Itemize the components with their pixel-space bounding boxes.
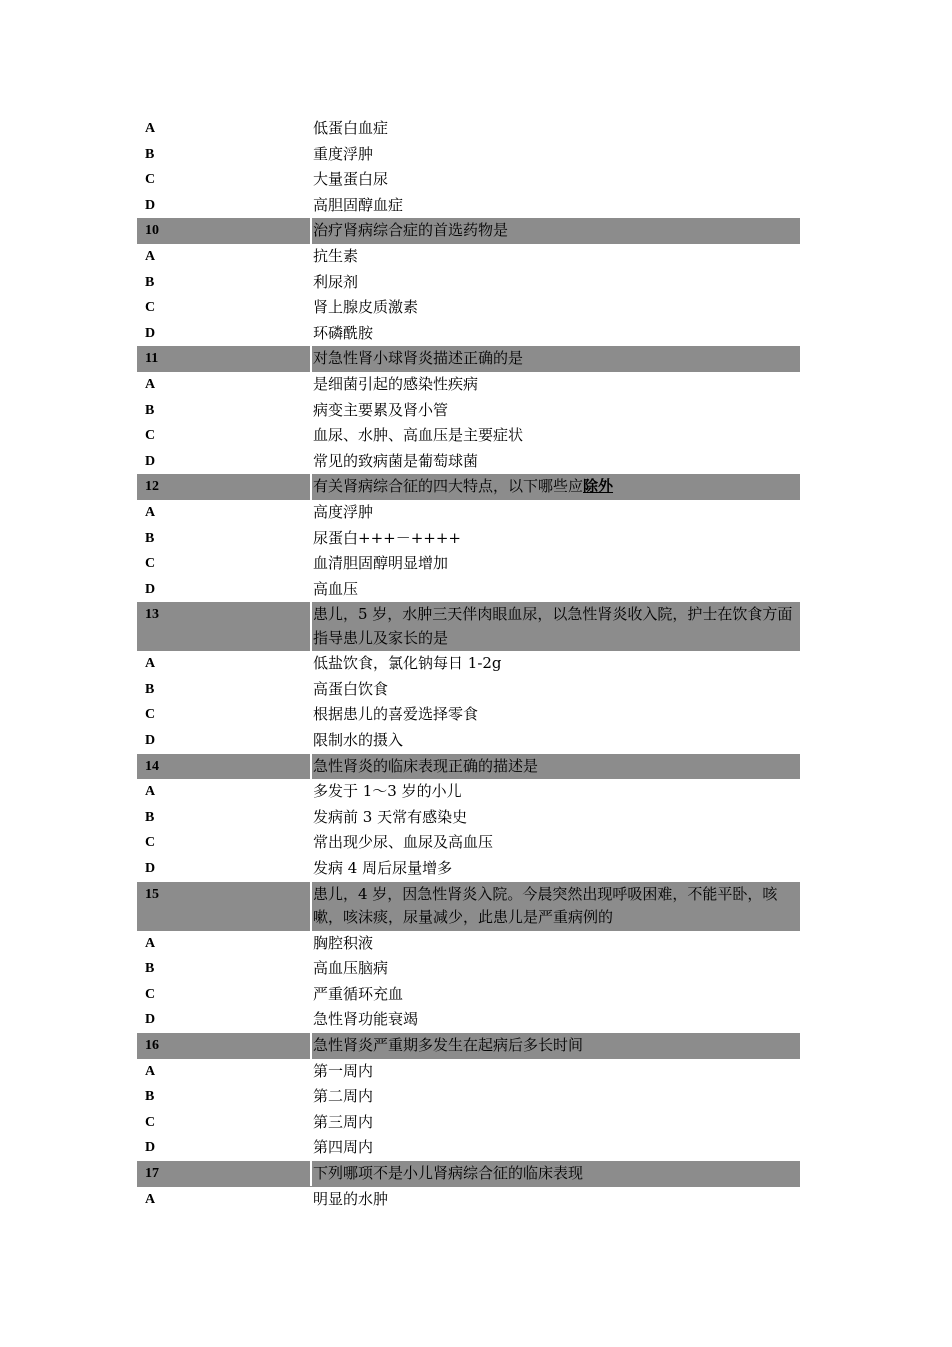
option-row <box>137 956 800 982</box>
option-row <box>137 931 800 957</box>
question-row <box>137 882 800 931</box>
option-label: A <box>145 656 156 672</box>
option-row <box>137 982 800 1008</box>
option-label: A <box>145 504 156 520</box>
option-label: D <box>145 733 156 749</box>
option-label: C <box>145 172 156 188</box>
question-text: 下列哪项不是小儿肾病综合征的临床表现 <box>310 1161 800 1187</box>
question-number: 14 <box>145 758 159 774</box>
option-row <box>137 500 800 526</box>
question-emphasis: 除外 <box>583 477 614 496</box>
option-label: B <box>145 274 155 290</box>
question-text: 急性肾炎的临床表现正确的描述是 <box>310 754 800 780</box>
option-label: C <box>145 986 156 1002</box>
option-row <box>137 1007 800 1033</box>
option-text: 高血压脑病 <box>313 959 389 978</box>
option-label: D <box>145 453 156 469</box>
option-label: A <box>145 784 156 800</box>
option-row <box>137 116 800 142</box>
option-text: 发病 4 周后尿量增多 <box>313 859 453 878</box>
option-text: 高蛋白饮食 <box>313 679 389 698</box>
option-text: 高度浮肿 <box>313 502 374 521</box>
option-text: 发病前 3 天常有感染史 <box>313 807 468 826</box>
question-number: 10 <box>145 223 159 239</box>
option-text: 低盐饮食，氯化钠每日 1-2g <box>313 654 502 673</box>
option-label: B <box>145 530 155 546</box>
option-row <box>137 449 800 475</box>
option-label: D <box>145 325 156 341</box>
option-text: 第四周内 <box>313 1138 374 1157</box>
option-label: B <box>145 681 155 697</box>
option-row <box>137 728 800 754</box>
question-text: 治疗肾病综合症的首选药物是 <box>310 218 800 244</box>
option-row <box>137 423 800 449</box>
option-text: 抗生素 <box>313 246 359 265</box>
option-label: D <box>145 1012 156 1028</box>
option-label: A <box>145 376 156 392</box>
question-text-main: 有关肾病综合征的四大特点，以下哪些应 <box>313 477 584 496</box>
option-text: 第一周内 <box>313 1061 374 1080</box>
option-text: 常出现少尿、血尿及高血压 <box>313 833 494 852</box>
option-row <box>137 805 800 831</box>
option-row <box>137 321 800 347</box>
option-row <box>137 167 800 193</box>
question-row <box>137 346 800 372</box>
question-text: 患儿，5 岁，水肿三天伴肉眼血尿，以急性肾炎收入院，护士在饮食方面指导患儿及家长的是 <box>310 602 800 651</box>
option-row <box>137 142 800 168</box>
option-label: B <box>145 1089 155 1105</box>
question-text <box>310 474 800 500</box>
option-row <box>137 1135 800 1161</box>
option-row <box>137 779 800 805</box>
question-number: 16 <box>145 1038 159 1053</box>
option-text: 高血压 <box>313 579 359 598</box>
option-text: 利尿剂 <box>313 272 359 291</box>
option-text: 尿蛋白+++－++++ <box>313 528 461 547</box>
question-row <box>137 1161 800 1187</box>
option-text: 高胆固醇血症 <box>313 195 404 214</box>
option-row <box>137 244 800 270</box>
option-label: A <box>145 1063 156 1079</box>
option-label: C <box>145 1114 156 1130</box>
option-row <box>137 551 800 577</box>
option-text: 严重循环充血 <box>313 984 404 1003</box>
option-label: B <box>145 961 155 977</box>
question-row <box>137 754 800 780</box>
option-label: B <box>145 402 155 418</box>
option-label: A <box>145 1191 156 1207</box>
question-text: 患儿，4 岁，因急性肾炎入院。今晨突然出现呼吸困难，不能平卧，咳嗽，咳沫痰，尿量减少，此患儿是严重病例的 <box>310 882 800 931</box>
option-label: C <box>145 835 156 851</box>
option-label: D <box>145 1140 156 1156</box>
option-row <box>137 1084 800 1110</box>
option-row <box>137 1110 800 1136</box>
option-label: D <box>145 197 156 213</box>
option-text: 环磷酰胺 <box>313 323 374 342</box>
option-label: C <box>145 300 156 316</box>
option-label: D <box>145 861 156 877</box>
option-row <box>137 526 800 552</box>
question-row <box>137 474 800 500</box>
option-label: C <box>145 707 156 723</box>
option-text: 明显的水肿 <box>313 1189 389 1208</box>
option-label: C <box>145 428 156 444</box>
question-number: 15 <box>145 886 159 902</box>
option-row <box>137 1187 800 1213</box>
question-number: 12 <box>145 479 159 495</box>
question-row <box>137 218 800 244</box>
option-row <box>137 1059 800 1085</box>
option-text: 病变主要累及肾小管 <box>313 400 449 419</box>
option-text: 第二周内 <box>313 1087 374 1106</box>
option-label: C <box>145 556 156 572</box>
option-text: 多发于 1～3 岁的小儿 <box>313 782 462 801</box>
option-label: A <box>145 935 156 951</box>
option-text: 血尿、水肿、高血压是主要症状 <box>313 426 524 445</box>
question-text: 对急性肾小球肾炎描述正确的是 <box>310 346 800 372</box>
option-text: 根据患儿的喜爱选择零食 <box>313 705 479 724</box>
question-table <box>137 116 800 1212</box>
option-row <box>137 677 800 703</box>
option-text: 第三周内 <box>313 1112 374 1131</box>
option-row <box>137 372 800 398</box>
option-row <box>137 830 800 856</box>
option-row <box>137 577 800 603</box>
option-text: 常见的致病菌是葡萄球菌 <box>313 451 479 470</box>
question-row <box>137 1033 800 1059</box>
option-row <box>137 856 800 882</box>
option-text: 低蛋白血症 <box>313 119 389 137</box>
option-row <box>137 398 800 424</box>
option-text: 急性肾功能衰竭 <box>313 1010 419 1029</box>
question-number: 17 <box>145 1165 159 1181</box>
option-row <box>137 651 800 677</box>
option-label: B <box>145 809 155 825</box>
option-label: A <box>145 121 156 136</box>
option-row <box>137 270 800 296</box>
option-row <box>137 193 800 219</box>
option-row <box>137 295 800 321</box>
option-text: 限制水的摄入 <box>313 731 404 750</box>
option-text: 胸腔积液 <box>313 933 374 952</box>
option-text: 血清胆固醇明显增加 <box>313 554 449 573</box>
option-label: D <box>145 581 156 597</box>
question-number: 11 <box>145 351 159 367</box>
option-label: B <box>145 146 155 162</box>
option-label: A <box>145 248 156 264</box>
option-text: 肾上腺皮质激素 <box>313 298 419 317</box>
question-number: 13 <box>145 607 159 623</box>
option-text: 重度浮肿 <box>313 144 374 163</box>
option-text: 大量蛋白尿 <box>313 170 389 189</box>
question-text: 急性肾炎严重期多发生在起病后多长时间 <box>310 1033 800 1059</box>
option-text: 是细菌引起的感染性疾病 <box>313 374 479 393</box>
question-row <box>137 602 800 651</box>
option-row <box>137 702 800 728</box>
